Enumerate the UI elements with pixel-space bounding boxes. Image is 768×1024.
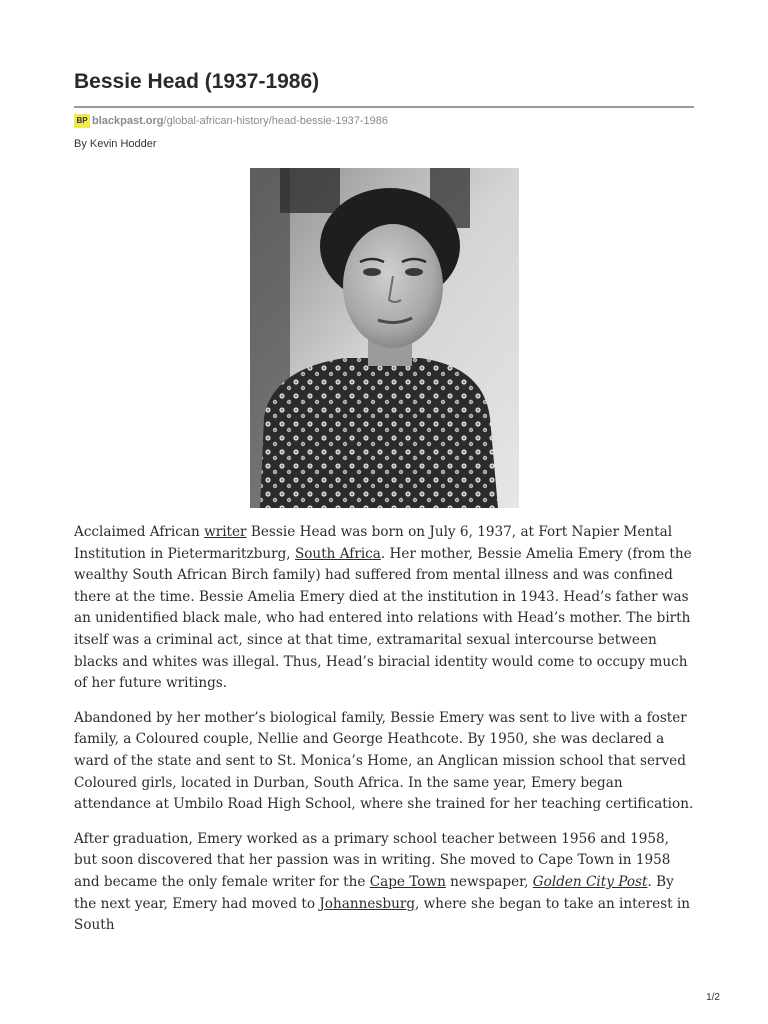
paragraph-1: Acclaimed African writer Bessie Head was born on July 6, 1937, at Fort Napier Mental Institution in Pietermaritzburg, South Africa. Her mother, Bessie Amelia Emery (from the wealthy South African Birch family) had suffered from mental illness and was confined there at the time. Bessie Amelia Emery died at the institution in 1943. Head’s father was an unidentified black male, who had entered into relations with Head’s mother. The birth itself was a criminal act, since at that time, extramarital sexual intercourse between blacks and whites was illegal. Thus, Head’s biracial identity would come to occupy much of her future writings. (74, 524, 692, 692)
source-domain[interactable]: blackpast.org (92, 115, 164, 127)
link-south-africa[interactable]: South Africa (294, 545, 381, 562)
page-title: Bessie Head (1937-1986) (74, 70, 320, 93)
blackpast-logo-icon: BP (74, 114, 90, 128)
paragraph-2: Abandoned by her mother’s biological family, Bessie Emery was sent to live with a foster family, a Coloured couple, Nellie and George Heathcote. By 1950, she was declared a ward of the state and sent to St. Monica’s Home, an Anglican mission school that served Coloured girls, located in Durban, South Africa. In the same year, Emery began attendance at Umbilo Road High School, where she trained for her teaching certification. (74, 709, 694, 813)
link-golden-city-post[interactable]: Golden City Post (532, 873, 648, 890)
byline: By Kevin Hodder (74, 138, 157, 150)
portrait-photo (250, 168, 519, 508)
paragraph-3: After graduation, Emery worked as a primary school teacher between 1956 and 1958, but soon discovered that her passion was in writing. She moved to Cape Town in 1958 and became the only female writer for the Cape Town newspaper, Golden City Post. By the next year, Emery had moved to Johannesburg, where she began to take an interest in South (74, 830, 691, 934)
article-body (74, 522, 696, 950)
link-writer[interactable]: writer (204, 524, 247, 540)
title-divider (74, 106, 694, 108)
source-url[interactable] (74, 113, 388, 129)
page-number: 1/2 (706, 992, 720, 1003)
link-cape-town[interactable]: Cape Town (369, 873, 446, 890)
source-path[interactable]: /global-african-history/head-bessie-1937-1986 (163, 115, 388, 127)
link-johannesburg[interactable]: Johannesburg (319, 895, 416, 912)
